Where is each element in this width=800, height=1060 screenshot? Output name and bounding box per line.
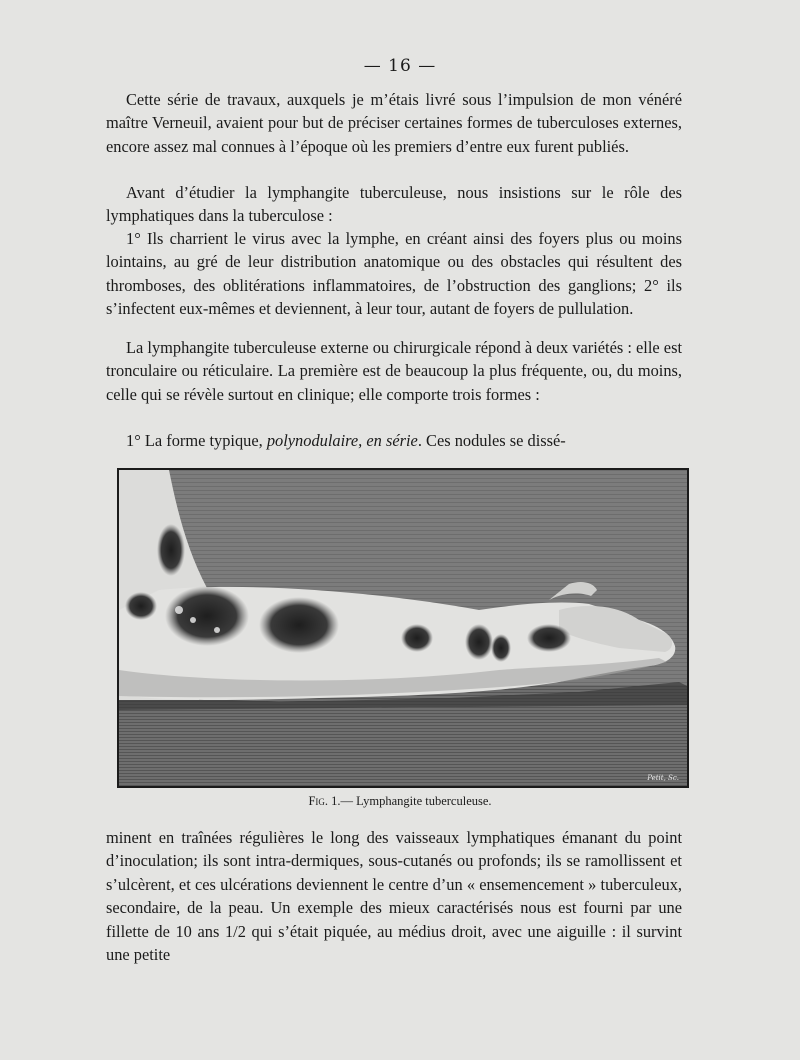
page-number: — 16 — [363,56,437,76]
paragraph-varieties: La lymphangite tuberculeuse externe ou chirurgicale répond à deux variétés : elle est tronculaire ou réticulaire. La première est de beaucoup la plus fréquente, ou, du moins, celle qui se révèle surtout en clinique; elle comporte trois formes : [106,338,682,404]
figure-caption [0,794,800,809]
lesion-hand [527,624,571,652]
figure-number: Fig. 1. [308,794,341,808]
paragraph-intro: Cette série de travaux, auxquels je m’étais livré sous l’impulsion de mon vénéré maître Verneuil, avaient pour but de préciser certaines formes de tuberculoses externes, encore assez mal connues à l’époque où les premiers d’entre eux furent publiés. [106,90,682,156]
typical-form-text-end: . Ces nodules se dissé- [417,431,566,450]
typical-form-emphasis: polynodulaire, en série [266,431,418,450]
arm-engraving-figure [117,468,689,788]
lesion-wrist [465,624,493,660]
arm-engraving-illustration [119,470,687,786]
paragraph-lymphatics-role: Avant d’étudier la lymphangite tuberculeuse, nous insistions sur le rôle des lymphatiques dans la tuberculose : [106,183,682,226]
paragraph-continuation: minent en traînées régulières le long des vaisseaux lymphatiques émanant du point d’inoculation; ils sont intra-dermiques, sous-cutanés ou profonds; ils se ramollissent et s’ulcèrent, et ces ulcérations deviennent le centre d’un « ensemencement » tuberculeux, secondaire, de la peau. Un exemple des mieux caractérisés nous est fourni par une fillette de 10 ans 1/2 qui s’était piquée, au médius droit, avec une aiguille : il survint une petite [106,828,682,965]
typical-form-text-start: 1° La forme typique, [126,431,267,450]
paragraph-point-one: 1° Ils charrient le virus avec la lymphe, en créant ainsi des foyers plus ou moins lointains, au gré de leur distribution anatomique ou des obstacles qui résultent des thromboses, des oblitérations inflammatoires, de l’obstruction des ganglions; 2° ils s’infectent eux-mêmes et deviennent, à leur tour, autant de foyers de pullulation. [106,229,682,319]
paragraph-typical-form [106,429,682,452]
lesion-forearm-large [259,597,339,653]
lesion-forearm-small [401,624,433,652]
engraver-signature: Petit, Sc. [647,774,679,782]
lesion-elbow [165,586,249,646]
figure-title: — Lymphangite tuberculeuse. [340,794,492,808]
lesion-upper-arm [157,524,185,576]
